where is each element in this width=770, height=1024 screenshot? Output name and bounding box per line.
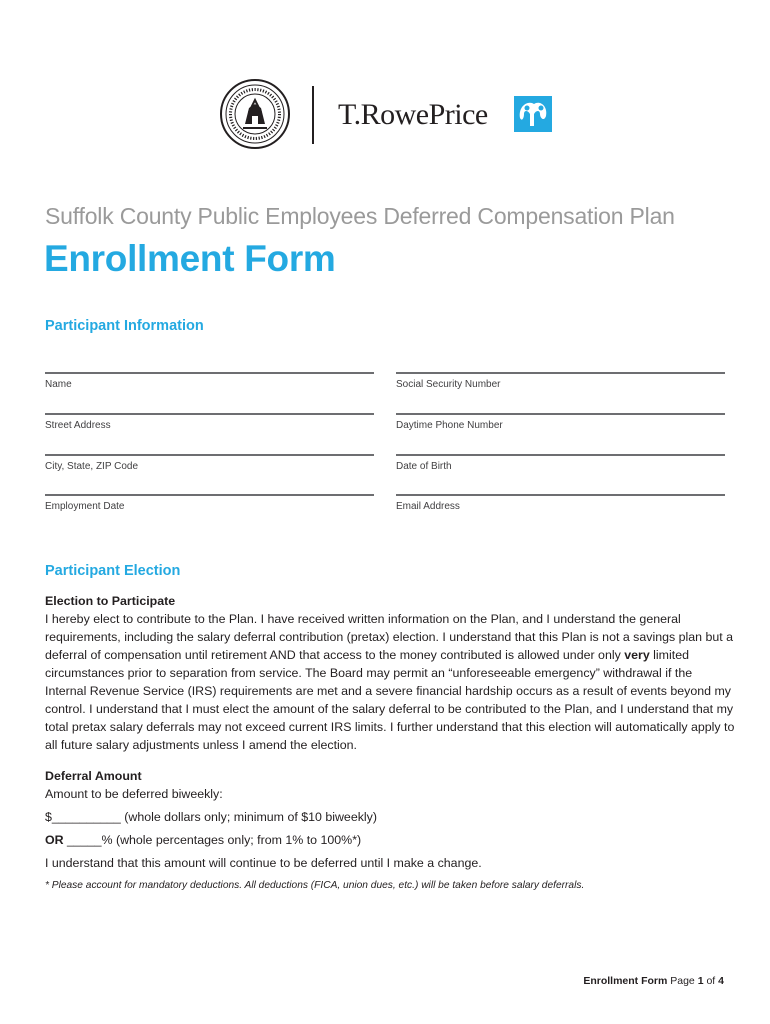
email-address-label: Email Address [396,501,460,512]
ssn-field[interactable] [396,372,725,390]
election-text-emphasis: very [624,648,650,662]
phone-field[interactable] [396,413,725,431]
phone-line[interactable] [396,413,725,415]
election-paragraph [45,610,735,754]
footer-page-word: Page [670,975,695,987]
election-subheading: Election to Participate [45,594,176,608]
election-text-part-1: I hereby elect to contribute to the Plan. I have received written information on the Plan, and I understand the general requirements, including the salary deferral contribution (pretax) election. I understand that this Plan is not a savings plan but a deferral of compensation until retirement AND that access to the money contributed is allowed under only [45,612,734,662]
name-label: Name [45,379,72,390]
footer-of-word: of [706,975,716,987]
street-address-line[interactable] [45,413,374,415]
employment-date-field[interactable] [45,494,374,512]
email-address-field[interactable] [396,494,725,512]
ssn-label: Social Security Number [396,379,501,390]
street-address-label: Street Address [45,420,111,431]
date-of-birth-line[interactable] [396,454,725,456]
street-address-field[interactable] [45,413,374,431]
city-state-zip-field[interactable] [45,454,374,472]
election-section [45,592,735,754]
deductions-footnote: * Please account for mandatory deductions. All deductions (FICA, union dues, etc.) will be taken before salary deferrals. [45,880,585,891]
logo-header [0,78,770,158]
brand-name: T.RowePrice [338,98,488,131]
email-address-line[interactable] [396,494,725,496]
footer-form-name: Enrollment Form [583,975,668,987]
deferral-intro: Amount to be deferred biweekly: [45,787,223,801]
percent-option-text: _____% (whole percentages only; from 1% to 100%*) [63,833,362,847]
deferral-subheading: Deferral Amount [45,769,142,783]
continue-deferral-text: I understand that this amount will continue to be deferred until I make a change. [45,856,482,870]
phone-label: Daytime Phone Number [396,420,503,431]
name-field[interactable] [45,372,374,390]
ssn-line[interactable] [396,372,725,374]
city-state-zip-line[interactable] [45,454,374,456]
footer-page-total: 4 [718,975,724,987]
dollar-amount-option[interactable]: $__________ (whole dollars only; minimum of $10 biweekly) [45,810,377,824]
footer-page-number: 1 [697,975,704,987]
participant-information-heading: Participant Information [45,318,204,334]
participant-election-heading: Participant Election [45,563,181,579]
city-state-zip-label: City, State, ZIP Code [45,461,139,472]
or-label: OR [45,833,64,847]
logo-divider [312,86,314,144]
date-of-birth-label: Date of Birth [396,461,452,472]
ram-logo-icon [514,96,552,132]
employment-date-line[interactable] [45,494,374,496]
election-text-part-2: limited circumstances prior to separation from service. The Board may permit an “unforeseeable emergency” withdrawal if the Internal Revenue Service (IRS) requirements are met and a severe financial hardship occurs as a result of events beyond my control. I understand that I must elect the amount of the salary deferral to be contributed to the Plan, and I understand that my total pretax salary deferrals may not exceed current IRS limits. I further understand that this election will automatically apply to all future salary adjustments unless I amend the election. [45,648,735,752]
county-seal-icon [219,78,291,150]
percent-amount-option[interactable] [45,831,735,849]
deferral-section [45,767,735,895]
page-footer [583,975,724,987]
form-title: Enrollment Form [44,238,336,279]
employment-date-label: Employment Date [45,501,125,512]
plan-title: Suffolk County Public Employees Deferred Compensation Plan [45,203,675,229]
date-of-birth-field[interactable] [396,454,725,472]
name-line[interactable] [45,372,374,374]
